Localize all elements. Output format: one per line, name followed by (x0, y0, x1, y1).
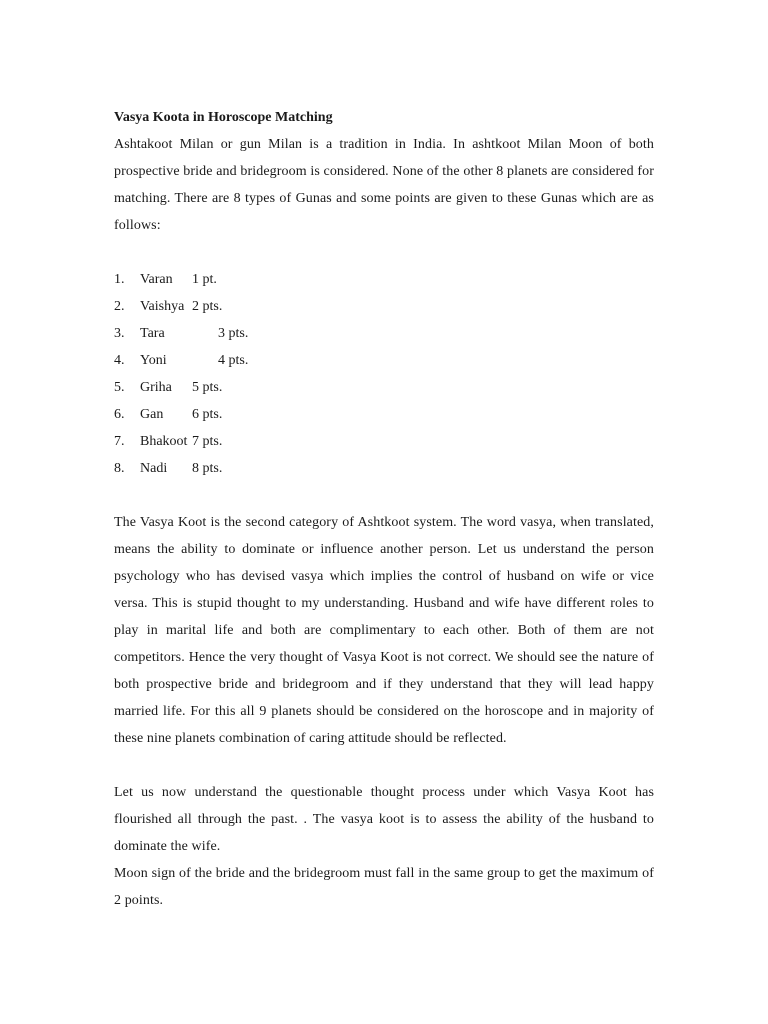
list-number: 3. (114, 326, 125, 341)
list-number: 6. (114, 407, 125, 422)
guna-list (114, 266, 654, 482)
list-item (114, 347, 654, 374)
list-number: 7. (114, 434, 125, 449)
guna-points: 8 pts. (192, 461, 223, 476)
guna-name: Gan (140, 407, 164, 422)
list-item (114, 428, 654, 455)
list-item (114, 293, 654, 320)
guna-name: Yoni (140, 353, 167, 368)
document-page (114, 104, 654, 914)
guna-name: Bhakoot (140, 434, 188, 449)
list-number: 2. (114, 299, 125, 314)
guna-points: 6 pts. (192, 407, 223, 422)
document-title: Vasya Koota in Horoscope Matching (114, 110, 333, 125)
spacer (114, 239, 654, 266)
intro-paragraph: Ashtakoot Milan or gun Milan is a tradition in India. In ashtkoot Milan Moon of both prospective bride and bridegroom is considered. None of the other 8 planets are considered for matching. There are 8 types of Gunas and some points are given to these Gunas which are as follows: (114, 137, 654, 233)
list-item (114, 320, 654, 347)
spacer (114, 752, 654, 779)
guna-name: Nadi (140, 461, 168, 476)
list-number: 1. (114, 272, 125, 287)
list-item (114, 401, 654, 428)
list-item (114, 374, 654, 401)
body-paragraph-vasya-koot: The Vasya Koot is the second category of Ashtkoot system. The word vasya, when translated, means the ability to dominate or influence another person. Let us understand the person psychology who has devised vasya which implies the control of husband on wife or vice versa. This is stupid thought to my understanding. Husband and wife have different roles to play in marital life and both are complimentary to each other. Both of them are not competitors. Hence the very thought of Vasya Koot is not correct. We should see the nature of both prospective bride and bridegroom and if they understand that they will lead happy married life. For this all 9 planets should be considered on the horoscope and in majority of these nine planets combination of caring attitude should be reflected. (114, 515, 654, 746)
guna-name: Varan (140, 272, 173, 287)
guna-points: 5 pts. (192, 380, 223, 395)
body-paragraph-thought-process: Let us now understand the questionable thought process under which Vasya Koot has flourished all through the past. . The vasya koot is to assess the ability of the husband to dominate the wife. (114, 785, 654, 854)
list-item (114, 455, 654, 482)
list-number: 8. (114, 461, 125, 476)
guna-points: 4 pts. (218, 353, 249, 368)
guna-points: 1 pt. (192, 272, 217, 287)
guna-points: 2 pts. (192, 299, 223, 314)
guna-name: Tara (140, 326, 165, 341)
guna-name: Vaishya (140, 299, 185, 314)
guna-points: 3 pts. (218, 326, 249, 341)
list-number: 5. (114, 380, 125, 395)
body-paragraph-moon-sign: Moon sign of the bride and the bridegroom must fall in the same group to get the maximum of 2 points. (114, 866, 654, 908)
guna-points: 7 pts. (192, 434, 223, 449)
list-item (114, 266, 654, 293)
list-number: 4. (114, 353, 125, 368)
spacer (114, 482, 654, 509)
guna-name: Griha (140, 380, 172, 395)
